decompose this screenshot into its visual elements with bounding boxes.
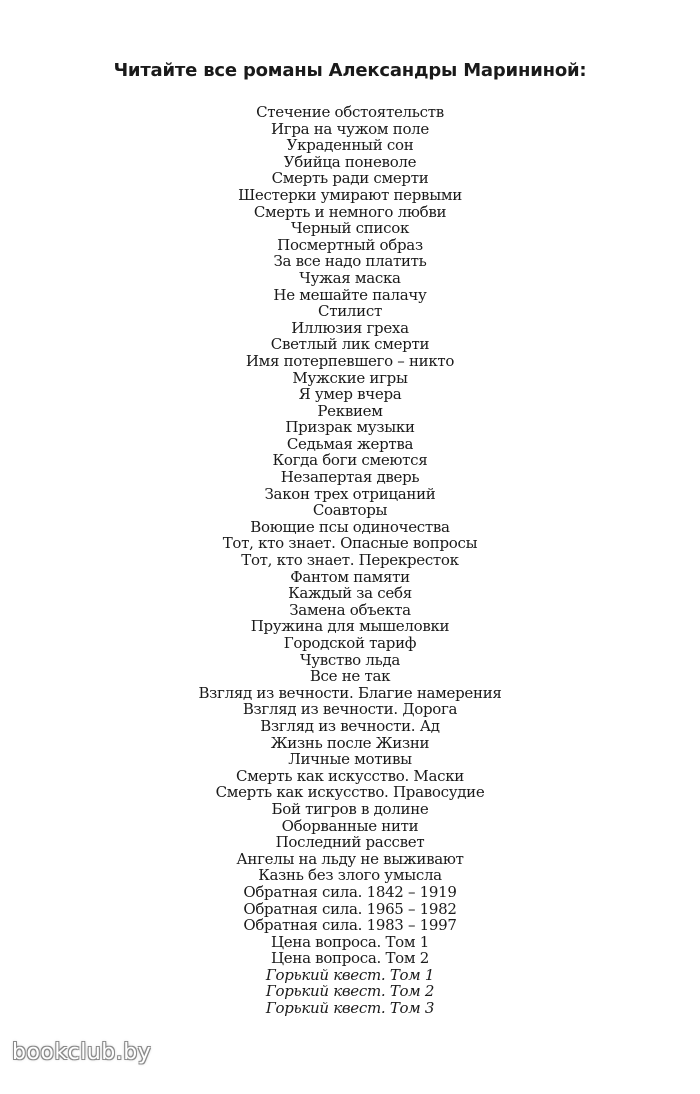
novel-title: Смерть как искусство. Правосудие — [215, 783, 485, 802]
page-heading: Читайте все романы Александры Марининой: — [113, 60, 587, 81]
novel-title: Светлый лик смерти — [270, 335, 430, 354]
novel-title: Жизнь после Жизни — [270, 733, 430, 752]
novel-title: Не мешайте палачу — [273, 285, 427, 304]
novel-title: Тот, кто знает. Перекресток — [241, 551, 459, 570]
novel-title: Последний рассвет — [275, 833, 425, 852]
novel-title: Чужая маска — [299, 268, 401, 287]
novel-title: Шестерки умирают первыми — [238, 185, 462, 204]
novel-title: Смерть как искусство. Маски — [235, 766, 464, 785]
novel-title: Взгляд из вечности. Благие намерения — [198, 683, 502, 702]
novel-title: Смерть и немного любви — [253, 202, 447, 221]
bookclub-watermark: bookclub.by — [12, 1040, 152, 1065]
novel-title: Реквием — [317, 401, 383, 420]
novel-title: Личные мотивы — [288, 750, 412, 769]
novel-title: Все не так — [309, 667, 391, 686]
novel-title: Черный список — [290, 219, 410, 238]
novel-title: Седьмая жертва — [286, 434, 414, 453]
novel-title: Цена вопроса. Том 2 — [271, 949, 429, 968]
novel-title: Бой тигров в долине — [271, 799, 429, 818]
novel-title: Казнь без злого умысла — [258, 866, 442, 885]
novel-title: Тот, кто знает. Опасные вопросы — [222, 534, 478, 553]
novel-title: Цена вопроса. Том 1 — [271, 932, 429, 951]
novel-title: Горький квест. Том 2 — [265, 982, 435, 1001]
novel-title: Соавторы — [312, 501, 388, 520]
novel-title: Пружина для мышеловки — [250, 617, 450, 636]
novel-title: Незапертая дверь — [280, 468, 420, 487]
novel-title: Стечение обстоятельств — [256, 103, 444, 121]
novel-title: Призрак музыки — [285, 418, 415, 437]
novel-title: Фантом памяти — [290, 567, 410, 586]
novel-title: Смерть ради смерти — [271, 169, 429, 188]
novel-title: Замена объекта — [289, 600, 411, 619]
novel-title: Я умер вчера — [298, 385, 402, 404]
novel-title: Воющие псы одиночества — [250, 517, 450, 536]
novel-title: Взгляд из вечности. Ад — [260, 716, 440, 735]
novel-title: Убийца поневоле — [283, 152, 417, 171]
novel-title: Каждый за себя — [288, 584, 412, 603]
novel-title: Горький квест. Том 3 — [265, 999, 435, 1018]
novel-title: Горький квест. Том 1 — [265, 965, 435, 984]
novel-title: Мужские игры — [292, 368, 408, 387]
novel-title: Имя потерпевшего – никто — [245, 351, 455, 370]
novel-title: Обратная сила. 1842 – 1919 — [243, 882, 457, 901]
novel-title: Иллюзия греха — [291, 318, 409, 337]
novel-title: Ангелы на льду не выживают — [236, 849, 464, 868]
novel-title: За все надо платить — [273, 252, 427, 271]
novel-title: Взгляд из вечности. Дорога — [242, 700, 458, 719]
novel-title: Обратная сила. 1983 – 1997 — [243, 916, 457, 935]
novel-title-list — [0, 104, 700, 1017]
novel-title: Игра на чужом поле — [270, 119, 429, 138]
novel-title: Обратная сила. 1965 – 1982 — [243, 899, 457, 918]
novel-title: Когда боги смеются — [272, 451, 428, 470]
novel-title: Закон трех отрицаний — [264, 484, 436, 503]
novel-title: Стилист — [318, 302, 382, 321]
novel-title: Оборванные нити — [281, 816, 419, 835]
novel-title: Посмертный образ — [277, 235, 423, 254]
novel-title: Украденный сон — [286, 136, 414, 155]
novel-title: Городской тариф — [283, 634, 417, 652]
novel-title: Чувство льда — [299, 650, 401, 669]
